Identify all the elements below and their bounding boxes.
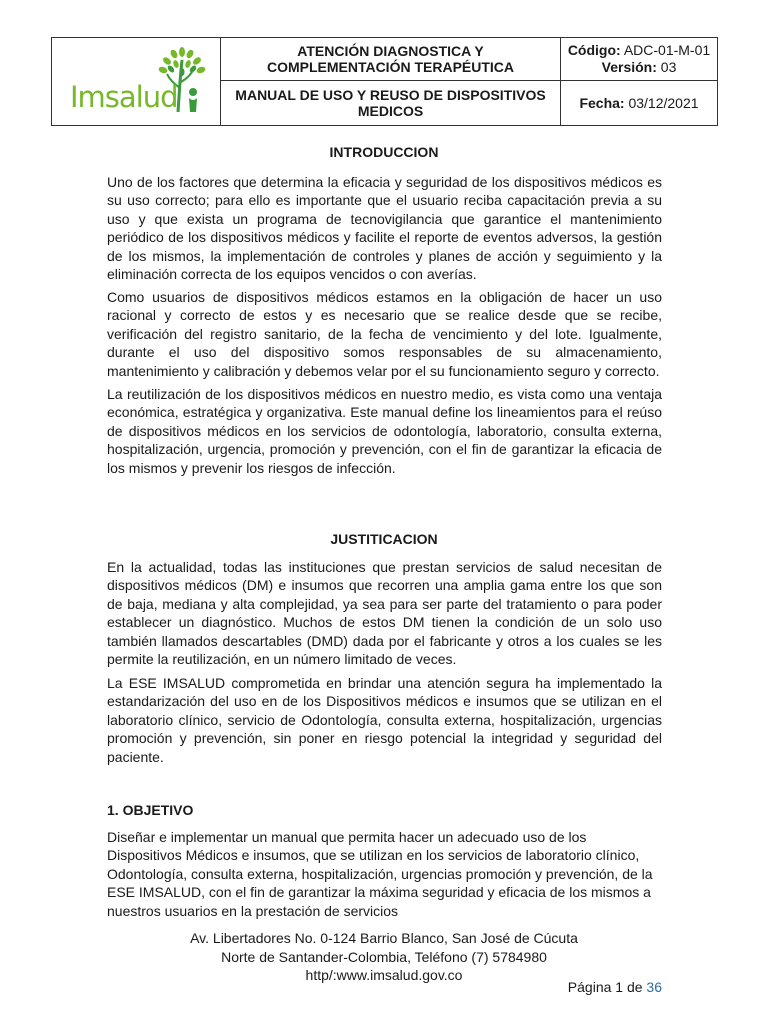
imsalud-logo [61,42,211,122]
footer-address [0,929,768,985]
justificacion-heading: JUSTITICACION [330,531,438,547]
objetivo-heading: 1. OBJETIVO [107,802,194,818]
objetivo-paragraph: Diseñar e implementar un manual que permita hacer un adecuado uso de los Dispositivos Médicos e insumos, que se utilizan en los servicios de laboratorio clínico, Odontología, consulta externa, hospitalización, urgencias promoción y prevención, de la ESE IMSALUD, con el fin de garantizar la máxima seguridad y eficacia de los mismos a nuestros usuarios en la prestación de servicios [107,829,653,919]
introduccion-paragraph-3: La reutilización de los dispositivos médicos en nuestro medio, es vista como una ventaja económica, estratégica y organizativa. Este manual define los lineamientos para el reúso de dispositivos médicos en los servicios de odontología, laboratorio, consulta externa, hospitalización, urgencia, promoción y prevención, con el fin de garantizar la eficacia de los mismos y prevenir los riesgos de infección. [107,386,662,476]
version-line [602,59,677,76]
page-total: 36 [646,979,662,995]
footer-website: http/:www.imsalud.gov.co [305,967,463,983]
document-subtitle [221,81,561,125]
subtitle-line-1: MANUAL DE USO Y REUSO DE DISPOSITIVOS [235,87,546,103]
code-value: ADC-01-M-01 [623,42,711,58]
footer-address-line-1: Av. Libertadores No. 0-124 Barrio Blanco, San José de Cúcuta [190,930,578,946]
introduccion-paragraph-2: Como usuarios de dispositivos médicos estamos en la obligación de hacer un uso racional y correcto de estos y es necesario que se realice desde que se recibe, verificación del registro sanitario, de la fecha de vencimiento y del lote. Igualmente, durante el uso del dispositivo somos responsables de su almacenamiento, mantenimiento y calibración y debemos velar por el su funcionamiento seguro y correcto. [107,289,662,379]
code-label: Código: [567,42,621,58]
introduccion-heading: INTRODUCCION [329,144,439,160]
area-title-line-1: ATENCIÓN DIAGNOSTICA Y [297,43,484,59]
subtitle-line-2: MEDICOS [357,103,424,119]
version-value: 03 [660,59,677,75]
page-number [568,979,662,995]
date-label: Fecha: [579,95,625,111]
code-line [568,42,710,59]
date-cell [561,81,717,125]
document-header-table [51,37,718,126]
document-area-title [221,38,561,81]
page-label: Página 1 de [567,979,643,995]
logo-cell [52,38,221,125]
logo-wordmark: Imsalud [70,79,178,114]
code-version-cell [561,38,717,81]
date-value: 03/12/2021 [628,95,699,111]
area-title-line-2: COMPLEMENTACIÓN TERAPÉUTICA [266,59,515,75]
justificacion-paragraph-1: En la actualidad, todas las instituciones que prestan servicios de salud necesitan de dispositivos médicos (DM) e insumos que recorren una amplia gama entre los que son de baja, mediana y alta complejidad, ya sea para ser parte del tratamiento o para poder establecer un diagnóstico. Muchos de estos DM tienen la condición de un solo uso también llamados descartables (DMD) dada por el fabricante y otros a los cuales se les permite la reutilización, en un número limitado de veces. [107,559,662,668]
version-label: Versión: [601,59,657,75]
footer-address-line-2: Norte de Santander-Colombia, Teléfono (7) 5784980 [221,948,547,965]
justificacion-paragraph-2: La ESE IMSALUD comprometida en brindar una atención segura ha implementado la estandarización del uso en de los Dispositivos médicos e insumos que se utilizan en el laboratorio clínico, servicio de Odontología, consulta externa, hospitalización, urgencias promoción y prevención, sin poner en riesgo potencial la integridad y seguridad del paciente. [107,675,662,765]
introduccion-paragraph-1: Uno de los factores que determina la eficacia y seguridad de los dispositivos médicos es su uso correcto; para ello es importante que el usuario reciba capacitación previa a su uso y que exista un programa de tecnovigilancia que garantice el mantenimiento periódico de los dispositivos médicos y facilite el reporte de eventos adversos, la gestión de los mismos, la implementación de controles y planes de acción y seguimiento y la eliminación correcta de los equipos vencidos o con averías. [107,174,662,283]
